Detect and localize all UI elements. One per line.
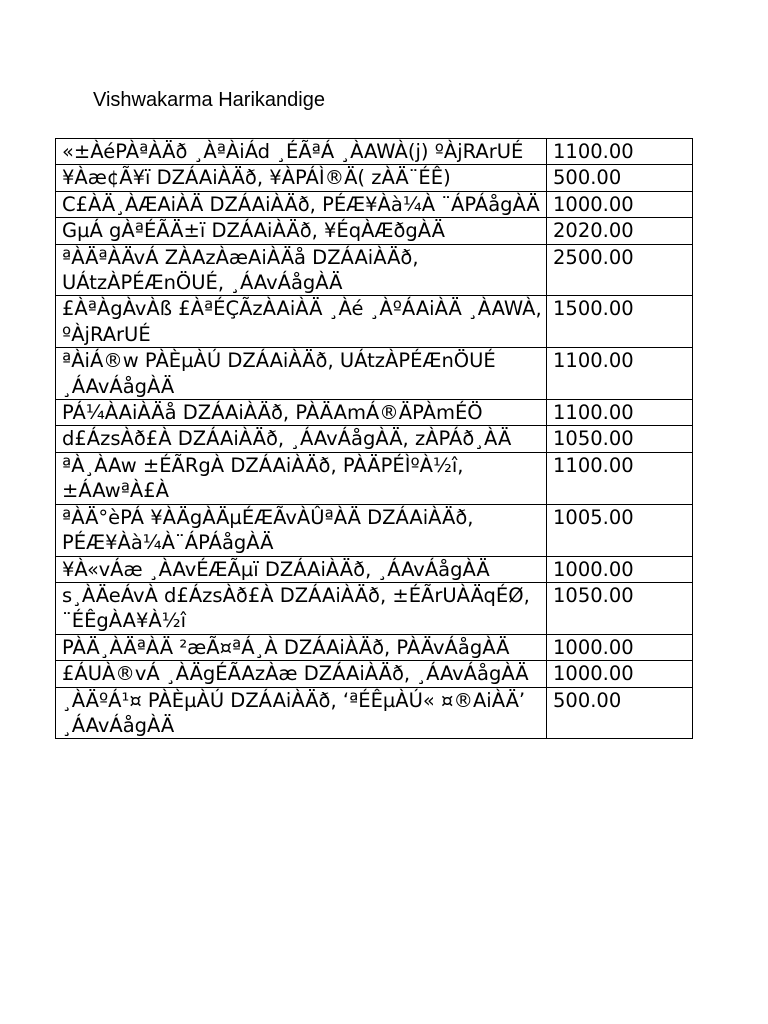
amount-cell: 2500.00 (547, 244, 693, 296)
amount-cell: 1100.00 (547, 348, 693, 400)
amount-cell: 1050.00 (547, 582, 693, 634)
table-row (56, 556, 693, 582)
donor-name-cell: C£ÀÄ¸ÀÆAiÀÄ DZÁAiÀÄð, PÉÆ¥Àà¼À ¨ÁPÁågÀÄ (56, 191, 547, 217)
donor-name-cell: PÀÄ¸ÀÄªÀÄ ²æÃ¤ªÁ¸À DZÁAiÀÄð, PÀÄvÁågÀÄ (56, 634, 547, 660)
table-row (56, 191, 693, 217)
amount-cell: 1005.00 (547, 504, 693, 556)
amount-cell: 500.00 (547, 165, 693, 191)
donor-name-cell: ªÀÄ°èPÁ ¥ÀÄgÀÄµÉÆÃvÀÛªÀÄ DZÁAiÀÄð, PÉÆ¥Àà¼À¨ÁPÁågÀÄ (56, 504, 547, 556)
amount-cell: 500.00 (547, 687, 693, 739)
table-row (56, 165, 693, 191)
donor-name-cell: ¥Àæ¢Ã¥ï DZÁAiÀÄð, ¥ÀPÁÌ®Ä( zÀÄ¨ÉÊ) (56, 165, 547, 191)
document-title: Vishwakarma Harikandige (93, 89, 325, 111)
table-row (56, 348, 693, 400)
table-row (56, 687, 693, 739)
donor-name-cell: ªÀ¸ÀAw ±ÉÃRgÀ DZÁAiÀÄð, PÀÄPÉÌºÀ½î, ±ÁAwªÀ£À (56, 452, 547, 504)
table-row (56, 218, 693, 244)
table-row (56, 661, 693, 687)
amount-cell: 1100.00 (547, 452, 693, 504)
donor-name-cell: £ÀªÀgÀvÀß £ÀªÉÇÃzÀAiÀÄ ¸Àé ¸ÀºÁAiÀÄ ¸ÀAWÀ, ºÀjRArUÉ (56, 296, 547, 348)
donor-name-cell: £ÁUÀ®vÁ ¸ÀÄgÉÃAzÀæ DZÁAiÀÄð, ¸ÁAvÁågÀÄ (56, 661, 547, 687)
table-row (56, 244, 693, 296)
donor-name-cell: «±ÀéPÀªÀÄð ¸ÀªÀiÁd ¸ÉÃªÁ ¸ÀAWÀ(j) ºÀjRArUÉ (56, 139, 547, 165)
amount-cell: 1000.00 (547, 634, 693, 660)
table-row (56, 400, 693, 426)
amount-cell: 1100.00 (547, 139, 693, 165)
amount-cell: 1100.00 (547, 400, 693, 426)
donor-name-cell: ¸ÀÄºÁ¹¤ PÀÈµÀÚ DZÁAiÀÄð, ‘ªÉÊµÀÚ« ¤®AiÀÄ’ ¸ÁAvÁågÀÄ (56, 687, 547, 739)
amount-cell: 1500.00 (547, 296, 693, 348)
donor-name-cell: ªÀÄªÀÄvÁ ZÀAzÀæAiÀÄå DZÁAiÀÄð, UÁtzÀPÉÆnÖUÉ, ¸ÁAvÁågÀÄ (56, 244, 547, 296)
donor-name-cell: PÁ¼ÀAiÀÄå DZÁAiÀÄð, PÀÄAmÁ®ÄPÀmÉÖ (56, 400, 547, 426)
donor-name-cell: s¸ÀÄeÁvÀ d£ÁzsÀð£À DZÁAiÀÄð, ±ÉÃrUÀÄqÉØ, ¨ÉÊgÀA¥À½î (56, 582, 547, 634)
table-row (56, 452, 693, 504)
donor-name-cell: ¥À«vÁæ ¸ÀAvÉÆÃµï DZÁAiÀÄð, ¸ÁAvÁågÀÄ (56, 556, 547, 582)
amount-cell: 1050.00 (547, 426, 693, 452)
table-row (56, 634, 693, 660)
table-row (56, 139, 693, 165)
table-row (56, 504, 693, 556)
donor-name-cell: GµÁ gÀªÉÃÄ±ï DZÁAiÀÄð, ¥ÉqÀÆðgÀÄ (56, 218, 547, 244)
amount-cell: 1000.00 (547, 191, 693, 217)
table-row (56, 582, 693, 634)
amount-cell: 1000.00 (547, 556, 693, 582)
donation-table-body (56, 139, 693, 739)
amount-cell: 2020.00 (547, 218, 693, 244)
donation-table (55, 138, 693, 739)
donor-name-cell: ªÀiÁ®w PÀÈµÀÚ DZÁAiÀÄð, UÁtzÀPÉÆnÖUÉ ¸ÁAvÁågÀÄ (56, 348, 547, 400)
table-row (56, 296, 693, 348)
amount-cell: 1000.00 (547, 661, 693, 687)
donor-name-cell: d£ÁzsÀð£À DZÁAiÀÄð, ¸ÁAvÁågÀÄ, zÀPÁð¸ÀÄ (56, 426, 547, 452)
table-row (56, 426, 693, 452)
